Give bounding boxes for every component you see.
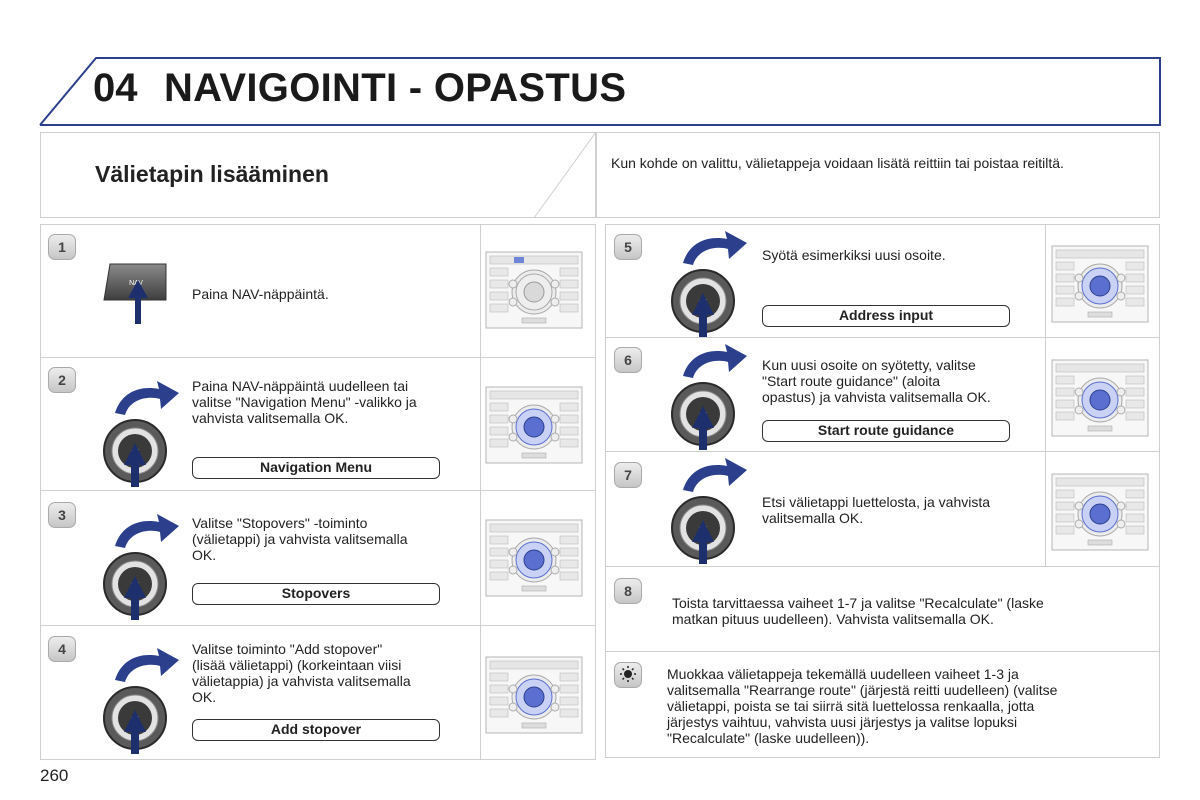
step-text: Valitse toiminto "Add stopover" (lisää välietappi) (korkeintaan viisi välietappia) ja vahvista valitsemalla OK. (192, 641, 411, 705)
tip-text: Muokkaa välietappeja tekemällä uudelleen vaiheet 1-3 ja valitsemalla "Rearrange route" (järjestä reitti uudelleen) (valitse välietappi, poista se tai siirrä sitä luettelossa renkaalla, jotta järjestys vaihtuu, vahvista uusi järjestys ja valitse lopuksi "Recalculate" (laske uudelleen)). (667, 666, 1058, 746)
add-stopover-button[interactable]: Add stopover (192, 719, 440, 741)
step-number-badge: 7 (614, 462, 642, 488)
chapter-number: 04 (93, 66, 138, 110)
rotary-knob-icon (103, 642, 183, 762)
control-panel-illustration (484, 385, 584, 470)
nav-key-label: NAV (129, 280, 143, 287)
rotary-knob-icon (671, 338, 751, 458)
start-route-guidance-button[interactable]: Start route guidance (762, 420, 1010, 442)
control-panel-illustration (484, 655, 584, 740)
step-number-badge: 1 (48, 234, 76, 260)
step-text: Paina NAV-näppäintä. (192, 286, 329, 302)
step-number-badge: 5 (614, 234, 642, 260)
tip-badge (614, 662, 642, 688)
step-text: Syötä esimerkiksi uusi osoite. (762, 247, 946, 263)
address-input-button[interactable]: Address input (762, 305, 1010, 327)
rotary-knob-icon (671, 452, 751, 572)
intro-text: Kun kohde on valittu, välietappeja voidaan lisätä reittiin tai poistaa reitiltä. (611, 155, 1064, 171)
control-panel-illustration (1050, 472, 1150, 557)
nav-key-icon (100, 258, 180, 328)
column-divider-right (1045, 224, 1046, 567)
step-number-badge: 4 (48, 636, 76, 662)
control-panel-illustration (1050, 358, 1150, 443)
chapter-title: NAVIGOINTI - OPASTUS (164, 66, 627, 110)
intro-box (596, 132, 1160, 218)
step-text: Etsi välietappi luettelosta, ja vahvista valitsemalla OK. (762, 494, 991, 526)
section-title-corner (530, 132, 598, 220)
page-number: 260 (40, 766, 69, 785)
step-text: Valitse "Stopovers" -toiminto (välietappi) ja vahvista valitsemalla OK. (192, 515, 408, 563)
control-panel-illustration (484, 518, 584, 603)
step-number-badge: 6 (614, 347, 642, 373)
navigation-menu-button[interactable]: Navigation Menu (192, 457, 440, 479)
rotary-knob-icon (671, 225, 751, 345)
control-panel-illustration (484, 250, 584, 335)
step-number-badge: 3 (48, 502, 76, 528)
rotary-knob-icon (103, 508, 183, 628)
step-text: Kun uusi osoite on syötetty, valitse "Start route guidance" (aloita opastus) ja vahvista valitsemalla OK. (762, 357, 991, 405)
step-text: Paina NAV-näppäintä uudelleen tai valitse "Navigation Menu" -valikko ja vahvista valitsemalla OK. (192, 378, 417, 426)
step-number-badge: 8 (614, 578, 642, 604)
rotary-knob-icon (103, 375, 183, 495)
control-panel-illustration (1050, 244, 1150, 329)
lightbulb-icon (615, 663, 641, 687)
column-divider-left (480, 224, 481, 760)
step-text: Toista tarvittaessa vaiheet 1-7 ja valitse "Recalculate" (laske matkan pituus uudelleen). Vahvista valitsemalla OK. (672, 595, 1044, 627)
stopovers-button[interactable]: Stopovers (192, 583, 440, 605)
section-title: Välietapin lisääminen (95, 161, 329, 187)
step-number-badge: 2 (48, 367, 76, 393)
